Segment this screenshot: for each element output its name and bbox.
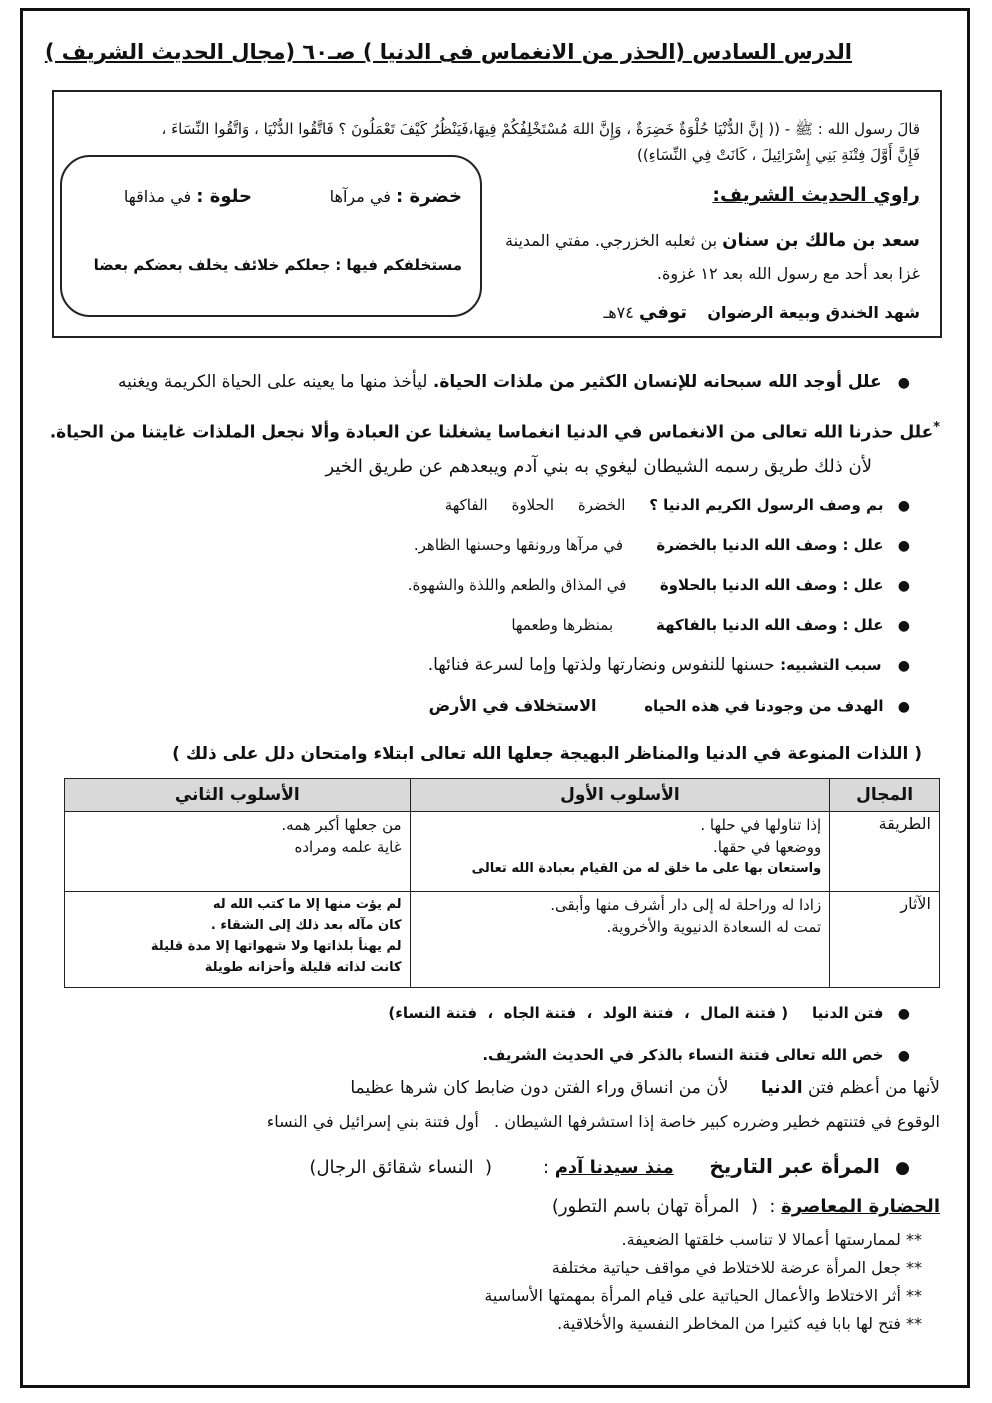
woman-since: منذ سيدنا آدم [554, 1157, 674, 1178]
table-header: المجال [830, 779, 940, 812]
narrator-bio-1: بن ثعلبه الخزرجي. مفتي المدينة [505, 231, 723, 250]
vocab-2 [124, 186, 252, 207]
narrator-line-3 [604, 302, 920, 323]
hadith-line-2: فَإِنَّ أَوَّلَ فِتْنَةِ بَنِي إِسْرَائِيلَ ، كَانَتْ فِي النِّسَاءِ)) [636, 146, 920, 164]
q8: سبب التشبيه: [780, 656, 882, 674]
bullet-icon: ● [897, 375, 910, 391]
modern-heading: الحضارة المعاصرة [781, 1196, 940, 1217]
vocab-meaning-3: جعلكم خلائف يخلف بعضكم بعضا [93, 256, 331, 274]
table-heading: ( اللذات المنوعة في الدنيا والمناظر البهيجة جعلها الله تعالى ابتلاء وامتحان دلل على ذلك ) [172, 744, 922, 764]
line-2-text: علل حذرنا الله تعالى من الانغماس في الدنيا انغماسا يشغلنا عن العبادة وألا نجعل الملذات غايتنا من الحياة. [49, 422, 934, 443]
q4: بم وصف الرسول الكريم الدنيا ؟ [649, 496, 884, 514]
cell-line: من جعلها أكبر همه. [281, 816, 402, 834]
bullet-icon: ● [897, 618, 910, 634]
cell-line: كانت لذاته قليلة وأحزانه طويلة [204, 960, 402, 975]
point-3: ** أثر الاختلاط والأعمال الحياتية على قيام المرأة بمهمتها الأساسية [484, 1286, 922, 1305]
cell-line: لم يؤت منها إلا ما كتب الله له [212, 897, 402, 912]
fitan-label: فتن الدنيا [811, 1004, 884, 1022]
woman-heading-line [309, 1154, 910, 1178]
cell-line: غاية علمه ومراده [294, 838, 402, 856]
table-cell [65, 892, 411, 988]
bullet-icon: ● [895, 1158, 910, 1178]
narrator-bio-2: غزا بعد أحد مع رسول الله بعد ١٢ غزوة. [656, 264, 920, 283]
narrator-witnessed: شهد الخندق وبيعة الرضوان [707, 303, 920, 322]
a9: الاستخلاف في الأرض [428, 696, 597, 715]
table-row [65, 812, 940, 892]
table-header: الأسلوب الأول [410, 779, 830, 812]
line-2 [50, 420, 940, 443]
point-2: ** جعل المرأة عرضة للاختلاط في مواقف حياتية مختلفة [551, 1258, 922, 1277]
table-cell [410, 892, 830, 988]
a6: في المذاق والطعم واللذة والشهوة. [407, 576, 627, 594]
line-1 [118, 372, 910, 392]
vocab-word-2: حلوة : [196, 186, 252, 207]
woman-quote: ( النساء شقائق الرجال) [309, 1157, 493, 1178]
table-header-row [65, 779, 940, 812]
bullet-icon: ● [897, 578, 910, 594]
bullet-icon: ● [897, 1048, 910, 1064]
vocab-meaning-1: في مرآها [329, 187, 391, 206]
cell-line: ووضعها في حقها. [712, 838, 822, 856]
line-7 [511, 616, 910, 634]
lesson-title: الدرس السادس (الحذر من الانغماس فى الدنيا ) صـ٦٠ (مجال الحديث الشريف ) [44, 40, 852, 64]
bullet-icon: ● [897, 498, 910, 514]
table-cell-field: الطريقة [830, 812, 940, 892]
hadith-line-1: قالَ رسول الله : ﷺ - (( إنَّ الدُّنْيَا حُلْوَةٌ خَضِرَةٌ ، وَإِنَّ اللهَ مُسْتَخْلِفُكُمْ فِيهَا،فَيَنْظُرُ كَيْفَ تَعْمَلُونَ ؟ فَاتَّقُوا الدُّنْيَا ، وَاتَّقُوا النِّسَاءَ ، [161, 120, 920, 138]
cell-line: إذا تناولها في حلها . [700, 816, 822, 834]
narrator-died-label: توفي [638, 302, 687, 323]
cell-line: زادا له وراحلة له إلى دار أشرف منها وأبقى. [550, 896, 822, 914]
cell-line: تمت له السعادة الدنيوية والأخروية. [606, 918, 822, 936]
narrator-name: سعد بن مالك بن سنان [722, 230, 920, 251]
point-1: ** لممارستها أعمالا لا تناسب خلقتها الضعيفة. [621, 1230, 922, 1249]
line-9 [429, 696, 910, 715]
vocab-word-1: خضرة : [396, 186, 462, 207]
asterisk: * [933, 420, 940, 435]
table-header: الأسلوب الثاني [65, 779, 411, 812]
fitan-answer-1 [350, 1078, 940, 1098]
narrator-died-value: ٧٤هـ [603, 303, 634, 322]
q6: علل : وصف الله الدنيا بالحلاوة [659, 576, 884, 594]
line-6 [408, 576, 910, 594]
a7: بمنظرها وطعمها [511, 616, 614, 634]
table-cell [410, 812, 830, 892]
narrator-line-1 [505, 230, 920, 251]
fitan-a1: لأنها من أعظم فتن [802, 1078, 940, 1098]
vocab-1 [330, 186, 462, 207]
q5: علل : وصف الله الدنيا بالخضرة [656, 536, 884, 554]
fitan-question [482, 1046, 910, 1064]
line-8 [428, 655, 910, 675]
modern-line [552, 1196, 940, 1217]
vocab-word-3: مستخلفكم فيها : [335, 256, 462, 274]
table-row [65, 892, 940, 988]
vocab-box [60, 155, 482, 317]
bullet-icon: ● [897, 538, 910, 554]
comparison-table [64, 778, 940, 988]
a8: حسنها للنفوس ونضارتها ولذتها وإما لسرعة فنائها. [427, 655, 781, 675]
line-3: لأن ذلك طريق رسمه الشيطان ليغوي به بني آدم ويبعدهم عن طريق الخير [325, 456, 872, 477]
point-4: ** فتح لها بابا فيه كثيرا من المخاطر النفسية والأخلاقية. [557, 1314, 922, 1333]
narrator-heading: راوي الحديث الشريف: [712, 184, 920, 206]
vocab-meaning-2: في مذاقها [123, 187, 192, 206]
bullet-icon: ● [897, 699, 910, 715]
table-cell-field: الآثار [830, 892, 940, 988]
fitan-answer-2: الوقوع في فتنتهم خطير وضرره كبير خاصة إذا استشرفها الشيطان . أول فتنة بني إسرائيل في النساء [266, 1112, 940, 1131]
fitan-a1-bold: الدنيا [760, 1078, 803, 1098]
woman-heading: المرأة عبر التاريخ [709, 1154, 880, 1178]
bullet-icon: ● [897, 658, 910, 674]
q7: علل : وصف الله الدنيا بالفاكهة [656, 616, 884, 634]
q9: الهدف من وجودنا في هذه الحياه [644, 697, 884, 715]
bullet-icon: ● [897, 1006, 910, 1022]
line-1-question: علل أوجد الله سبحانه للإنسان الكثير من ملذات الحياة. [432, 372, 882, 392]
line-1-answer: ليأخذ منها ما يعينه على الحياة الكريمة ويغنيه [117, 372, 433, 392]
modern-quote: : ( المرأة تهان باسم التطور) [551, 1196, 782, 1217]
table-cell [65, 812, 411, 892]
line-5 [414, 536, 910, 554]
fitan-q: خص الله تعالى فتنة النساء بالذكر في الحديث الشريف. [482, 1046, 884, 1064]
cell-line: لم يهنأ بلذاتها ولا شهواتها إلا مدة قليلة [150, 939, 402, 954]
fitan-items: ( فتنة المال ، فتنة الولد ، فتنة الجاه ، فتنة النساء) [388, 1004, 789, 1022]
a5: في مرآها ورونقها وحسنها الظاهر. [413, 536, 624, 554]
cell-line: واستعان بها على ما خلق له من القيام بعبادة الله تعالى [471, 861, 822, 876]
cell-line: كان مآله بعد ذلك إلى الشقاء . [210, 918, 402, 933]
line-4 [445, 496, 910, 514]
woman-colon: : [542, 1157, 555, 1178]
vocab-3 [94, 256, 462, 274]
fitan-line [388, 1004, 910, 1022]
fitan-a1-rest: لأن من انساق وراء الفتن دون ضابط كان شرها عظيما [350, 1078, 761, 1098]
a4: الخضرة الحلاوة الفاكهة [444, 496, 626, 514]
